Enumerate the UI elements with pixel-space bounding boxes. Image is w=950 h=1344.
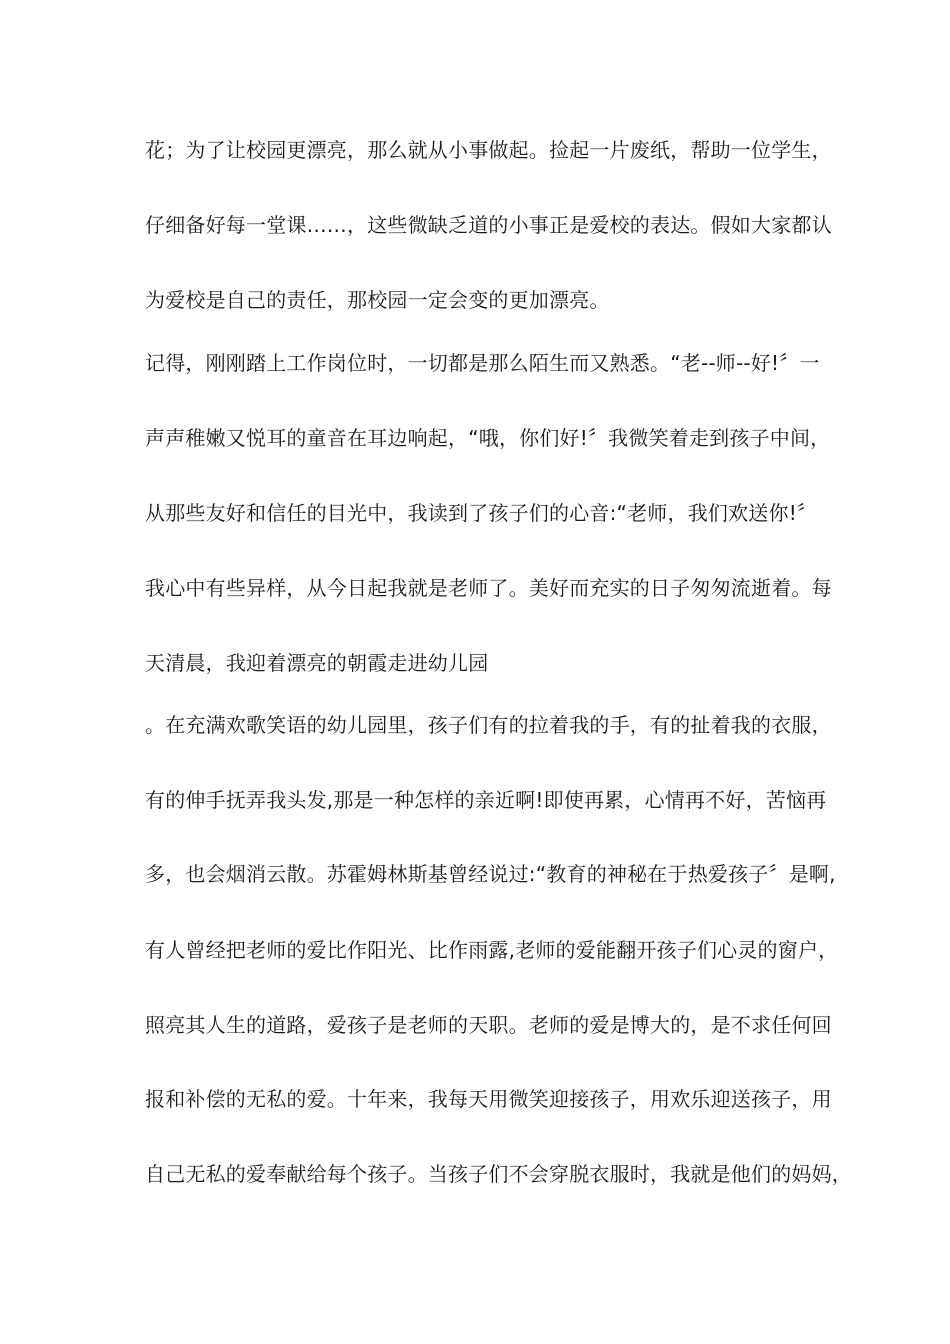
text-line: 多，也会烟消云散。苏霍姆林斯基曾经说过:“教育的神秘在于热爱孩子〞是啊, xyxy=(145,862,836,886)
text-line: 照亮其人生的道路，爱孩子是老师的天职。老师的爱是博大的，是不求任何回 xyxy=(145,1013,832,1037)
text-line: 记得，刚刚踏上工作岗位时，一切都是那么陌生而又熟悉。“老--师--好!〞一 xyxy=(145,351,820,375)
text-line: 天清晨，我迎着漂亮的朝霞走进幼儿园 xyxy=(145,651,489,675)
text-line: 声声稚嫩又悦耳的童音在耳边响起，“哦，你们好!〞我微笑着走到孩子中间， xyxy=(145,426,831,450)
text-line: 报和补偿的无私的爱。十年来，我每天用微笑迎接孩子，用欢乐迎送孩子，用 xyxy=(145,1087,832,1111)
text-line: 我心中有些异样，从今日起我就是老师了。美好而充实的日子匆匆流逝着。每 xyxy=(145,576,832,600)
text-line: 从那些友好和信任的目光中，我读到了孩子们的心音:“老师，我们欢送你!〞 xyxy=(145,501,818,525)
text-line: 有的伸手抚弄我头发,那是一种怎样的亲近啊!即使再累，心情再不好，苦恼再 xyxy=(145,788,827,812)
text-line: 有人曾经把老师的爱比作阳光、比作雨露,老师的爱能翻开孩子们心灵的窗户， xyxy=(145,938,839,962)
text-line: 仔细备好每一堂课……，这些微缺乏道的小事正是爱校的表达。假如大家都认 xyxy=(145,213,832,237)
text-line: 自己无私的爱奉献给每个孩子。当孩子们不会穿脱衣服时，我就是他们的妈妈， xyxy=(145,1162,852,1186)
text-line: 。在充满欢歌笑语的幼儿园里，孩子们有的拉着我的手，有的扯着我的衣服， xyxy=(145,713,832,737)
text-line: 为爱校是自己的责任，那校园一定会变的更加漂亮。 xyxy=(145,288,610,312)
text-line: 花；为了让校园更漂亮，那么就从小事做起。捡起一片废纸，帮助一位学生， xyxy=(145,138,832,162)
